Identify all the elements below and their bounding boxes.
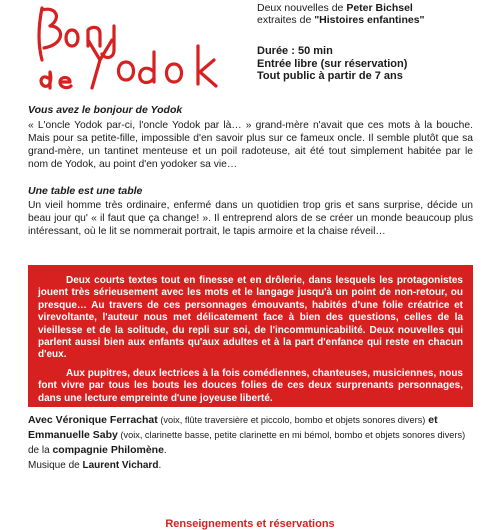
section-2-text: Un vieil homme très ordinaire, enfermé dans un quotidien trop gris et sans surprise, décide un beau jour qu' « il faut que ça change! ». Il entreprend alors de se créer un monde beaucoup plus intéressant, où le lit se nommerait portrait, le tapis armoire et la chaise réveil…	[28, 200, 473, 237]
description-paragraph-1: Deux courts textes tout en finesse et en drôlerie, dans lesquels les protagonistes jouent très sérieusement avec les mots et le langage jusqu'à un point de non-retour, ou presque… Au travers de ces personnages émouvants, habités d'une folie créatrice et virevoltante, l'auteur nous met délicatement face à bien des questions, celles de la vieillesse et de la solitude, du repli sur soi, de l'incommunicabilité. Deux nouvelles qui parlent aussi bien aux enfants qu'aux adultes et à la part d'enfance qui reste en chacun d'eux.	[38, 275, 463, 361]
bonjour-de-yodok-logo	[28, 0, 228, 95]
performer-1: Véronique Ferrachat	[55, 414, 158, 426]
music-prefix: Musique de	[28, 459, 83, 471]
performer-2-role: (voix, clarinette basse, petite clarinette en mi bémol, bombo et objets sonores divers)	[117, 430, 466, 441]
description-box	[28, 265, 473, 407]
music-dot: .	[158, 459, 162, 471]
credits-et: et	[425, 414, 438, 426]
section-2-title: Une table est une table	[28, 185, 143, 197]
reservations-heading: Renseignements et réservations	[165, 518, 335, 530]
section-1-text: « L'oncle Yodok par-ci, l'oncle Yodok par là… » grand-mère n'avait que ces mots à la bouche. Mais pour sa petite-fille, impossible d'en savoir plus sur ce fameux oncle. Il semble plutôt que sa grand-mère, un tantinet menteuse et un poil radoteuse, ait été tout simplement habitée par le nom de Yodok, au point d'en yodoker sa vie…	[28, 120, 473, 170]
show-intro	[257, 2, 497, 26]
credits	[28, 413, 478, 473]
show-meta	[257, 45, 497, 83]
book-title: "Histoires enfantines"	[314, 14, 425, 26]
intro-line-1	[257, 2, 497, 14]
credits-avec: Avec	[28, 414, 56, 426]
author-name: Peter Bichsel	[346, 2, 413, 14]
credits-de-la: de la	[28, 445, 53, 457]
credits-dot: .	[163, 445, 167, 457]
entry-info: Entrée libre (sur réservation)	[257, 57, 408, 70]
intro-prefix-1: Deux nouvelles de	[257, 2, 347, 14]
composer-name: Laurent Vichard	[82, 459, 159, 471]
music-credit	[28, 459, 478, 473]
duration: Durée : 50 min	[257, 45, 333, 57]
description-paragraph-2: Aux pupitres, deux lectrices à la fois comédiennes, chanteuses, musiciennes, nous font vivre par tous les bouts les douces folies de ces deux surprenants personnages, dans une lecture empreinte d'une joyeuse liberté.	[38, 367, 463, 404]
audience: Tout public à partir de 7 ans	[257, 70, 403, 82]
performer-1-role: (voix, flûte traversière et piccolo, bombo et objets sonores divers)	[157, 415, 426, 425]
section-1-title: Vous avez le bonjour de Yodok	[28, 104, 183, 116]
performer-2: Emmanuelle Saby	[28, 429, 118, 442]
intro-line-2	[257, 14, 497, 26]
intro-prefix-2: extraites de	[257, 14, 315, 26]
company-name: compagnie Philomène	[52, 444, 164, 457]
